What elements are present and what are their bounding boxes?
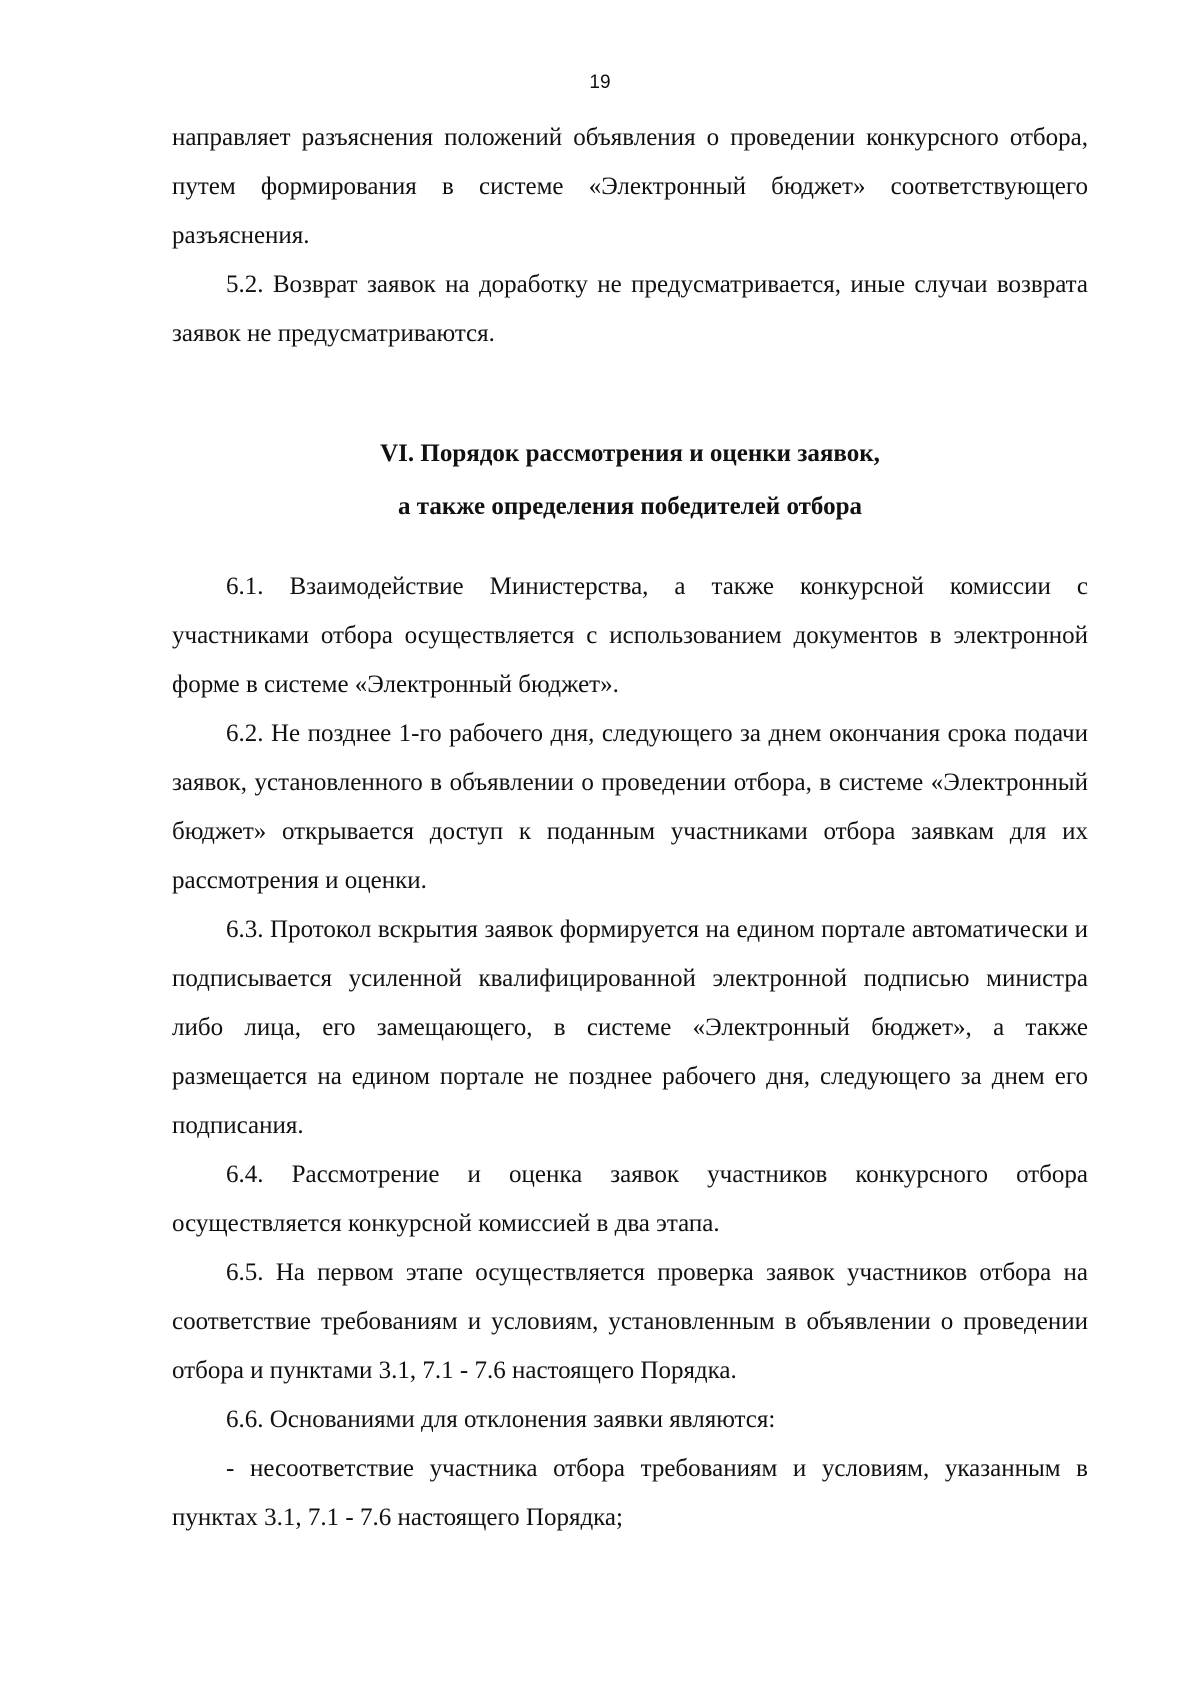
paragraph-5-2: 5.2. Возврат заявок на доработку не предусматривается, иные случаи возврата заявок не предусматриваются.	[172, 271, 1088, 347]
section-heading	[172, 427, 1088, 533]
paragraph-continuation: направляет разъяснения положений объявления о проведении конкурсного отбора, путем формирования в системе «Электронный бюджет» соответствующего разъяснения.	[172, 124, 1088, 249]
paragraph-6-5: 6.5. На первом этапе осуществляется проверка заявок участников отбора на соответствие требованиям и условиям, установленным в объявлении о проведении отбора и пунктами 3.1, 7.1 - 7.6 настоящего Порядка.	[172, 1259, 1088, 1384]
paragraph-6-1: 6.1. Взаимодействие Министерства, а также конкурсной комиссии с участниками отбора осуществляется с использованием документов в электронной форме в системе «Электронный бюджет».	[172, 573, 1088, 698]
section-heading-line-1: VI. Порядок рассмотрения и оценки заявок,	[380, 440, 880, 467]
top-text-block	[172, 113, 1088, 358]
section-heading-line-2: а также определения победителей отбора	[398, 493, 862, 520]
paragraph-6-3: 6.3. Протокол вскрытия заявок формируется на едином портале автоматически и подписывается усиленной квалифицированной электронной подписью министра либо лица, его замещающего, в системе «Электронный бюджет», а также размещается на едином портале не позднее рабочего дня, следующего за днем его подписания.	[172, 916, 1088, 1139]
paragraph-6-6: 6.6. Основаниями для отклонения заявки являются:	[226, 1406, 776, 1433]
paragraph-6-4: 6.4. Рассмотрение и оценка заявок участников конкурсного отбора осуществляется конкурсной комиссией в два этапа.	[172, 1161, 1088, 1237]
paragraph-6-2: 6.2. Не позднее 1-го рабочего дня, следующего за днем окончания срока подачи заявок, установленного в объявлении о проведении отбора, в системе «Электронный бюджет» открывается доступ к поданным участниками отбора заявкам для их рассмотрения и оценки.	[172, 720, 1088, 894]
section-text-block	[172, 562, 1088, 1542]
page-number: 19	[589, 72, 611, 93]
paragraph-6-6-item-1: - несоответствие участника отбора требованиям и условиям, указанным в пунктах 3.1, 7.1 - 7.6 настоящего Порядка;	[172, 1455, 1088, 1531]
